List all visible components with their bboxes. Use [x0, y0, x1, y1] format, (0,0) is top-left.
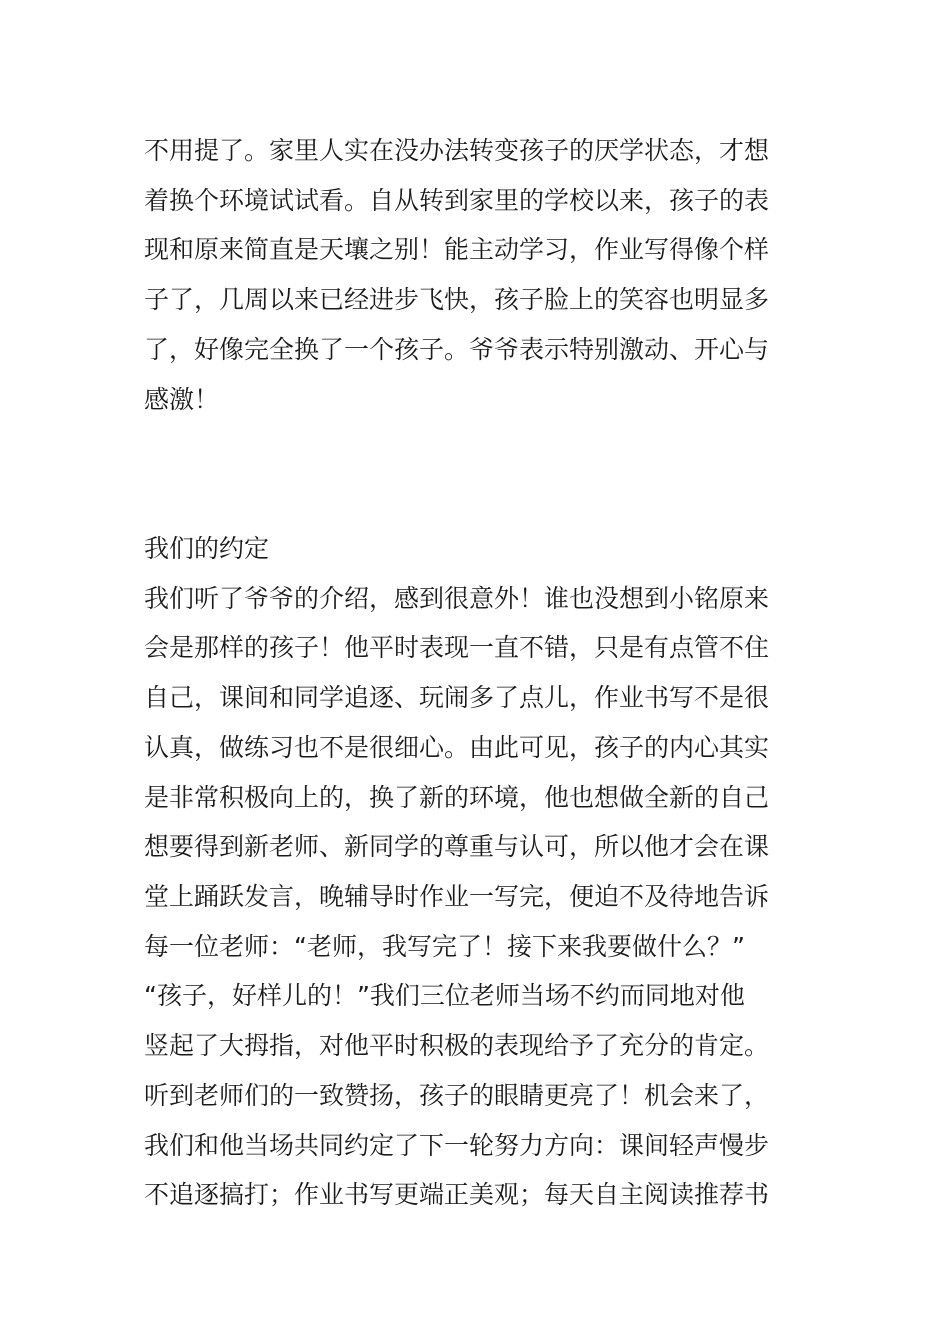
section-line-1: 我们听了爷爷的介绍，感到很意外！谁也没想到小铭原来: [144, 584, 770, 613]
paragraph1-line-4: 子了，几周以来已经进步飞快，孩子脸上的笑容也明显多: [144, 285, 770, 314]
section-line-10: 竖起了大拇指，对他平时积极的表现给予了充分的肯定。: [144, 1031, 770, 1060]
section-line-8: 每一位老师：“老师，我写完了！接下来我要做什么？”: [144, 932, 745, 961]
section-line-7: 堂上踊跃发言，晚辅导时作业一写完，便迫不及待地告诉: [144, 882, 770, 911]
paragraph1-line-1: 不用提了。家里人实在没办法转变孩子的厌学状态，才想: [144, 136, 770, 165]
section-line-11: 听到老师们的一致赞扬，孩子的眼睛更亮了！机会来了，: [144, 1081, 770, 1110]
section-line-12: 我们和他当场共同约定了下一轮努力方向：课间轻声慢步: [144, 1131, 770, 1160]
paragraph1-line-2: 着换个环境试试看。自从转到家里的学校以来，孩子的表: [144, 186, 770, 215]
section-line-9: “孩子，好样儿的！”我们三位老师当场不约而同地对他: [144, 981, 745, 1010]
section-line-6: 想要得到新老师、新同学的尊重与认可，所以他才会在课: [144, 832, 770, 861]
paragraph1-line-6: 感激！: [144, 385, 220, 414]
paragraph1-line-3: 现和原来简直是天壤之别！能主动学习，作业写得像个样: [144, 235, 770, 264]
section-line-13: 不追逐搞打；作业书写更端正美观；每天自主阅读推荐书: [144, 1180, 770, 1209]
section-line-2: 会是那样的孩子！他平时表现一直不错，只是有点管不住: [144, 633, 770, 662]
section-line-3: 自己，课间和同学追逐、玩闹多了点儿，作业书写不是很: [144, 683, 770, 712]
section-line-5: 是非常积极向上的，换了新的环境，他也想做全新的自己: [144, 783, 770, 812]
paragraph1-line-5: 了，好像完全换了一个孩子。爷爷表示特别激动、开心与: [144, 335, 770, 364]
section-line-4: 认真，做练习也不是很细心。由此可见，孩子的内心其实: [144, 733, 770, 762]
section-heading: 我们的约定: [144, 534, 270, 563]
